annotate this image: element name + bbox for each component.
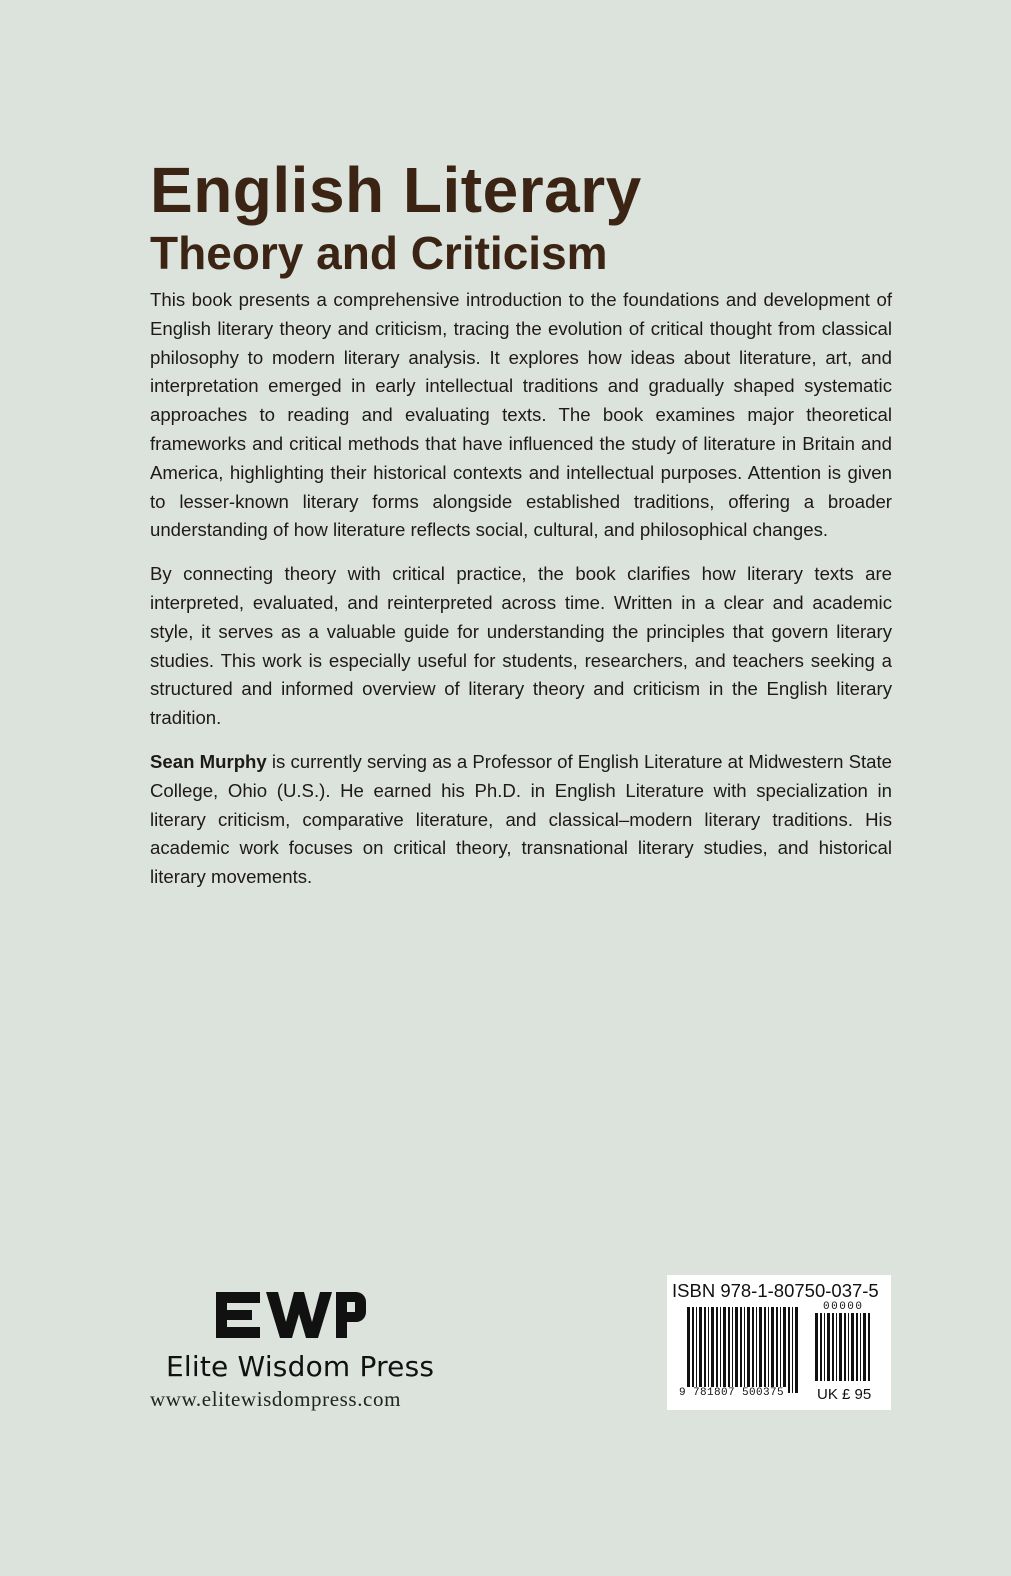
book-subtitle: Theory and Criticism xyxy=(150,227,608,279)
author-name: Sean Murphy xyxy=(150,750,267,772)
publisher-logo xyxy=(150,1290,450,1420)
author-bio-text: is currently serving as a Professor of English Literature at Midwestern State College, Ohio (U.S.). He earned his Ph.D. in English Literature with specialization in literary criticism, comparative literature, and classical–modern literary traditions. His academic work focuses on critical theory, transnational literary studies, and historical literary movements. xyxy=(150,750,892,888)
isbn-label: ISBN 978-1-80750-037-5 xyxy=(672,1280,879,1301)
ewp-logo-icon xyxy=(216,1290,366,1340)
barcode-addon-digits: 00000 xyxy=(823,1301,864,1313)
blurb xyxy=(150,286,892,907)
isbn-barcode xyxy=(667,1275,891,1410)
price-label: UK £ 95 xyxy=(817,1386,872,1403)
author-bio xyxy=(150,748,892,892)
book-title: English Literary xyxy=(150,154,642,226)
blurb-paragraph-1: This book presents a comprehensive introduction to the foundations and development of English literary theory and criticism, tracing the evolution of critical thought from classical philosophy to modern literary analysis. It explores how ideas about literature, art, and interpretation emerged in early intellectual traditions and gradually shaped systematic approaches to reading and evaluating texts. The book examines major theoretical frameworks and critical methods that have influenced the study of literature in Britain and America, highlighting their historical contexts and intellectual purposes. Attention is given to lesser-known literary forms alongside established traditions, offering a broader understanding of how literature reflects social, cultural, and philosophical changes. xyxy=(150,289,892,541)
publisher-name: Elite Wisdom Press xyxy=(166,1350,435,1383)
publisher-url: www.elitewisdompress.com xyxy=(150,1387,401,1411)
barcode-digits: 9 781807 500375 xyxy=(679,1387,785,1399)
blurb-paragraph-2: By connecting theory with critical practice, the book clarifies how literary texts are interpreted, evaluated, and reinterpreted across time. Written in a clear and academic style, it serves as a valuable guide for understanding the principles that govern literary studies. This work is especially useful for students, researchers, and teachers seeking a structured and informed overview of literary theory and criticism in the English literary tradition. xyxy=(150,563,892,729)
